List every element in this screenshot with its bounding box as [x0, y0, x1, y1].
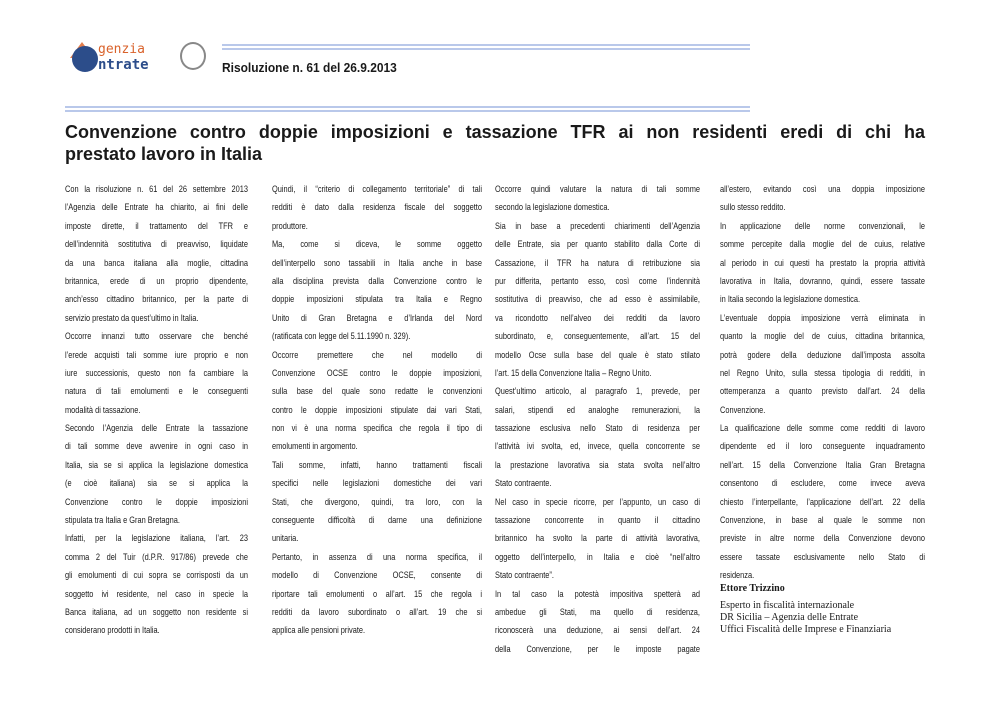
text-line: va ricondotto nell’alveo dei redditi da lavoro [495, 312, 700, 324]
text-line: delle Entrate, sia per quanto stabilito dalla Corte di [495, 239, 700, 251]
text-line: applica alle pensioni private. [272, 625, 366, 637]
text-line: modello di Convenzione OCSE, consente di [272, 570, 482, 582]
text-line: previste in altre norme della Convenzione devono [720, 533, 925, 545]
text-line: in Italia secondo la legislazione domestica. [720, 294, 861, 306]
republic-seal-icon [180, 42, 206, 70]
text-line: Occorre innanzi tutto osservare che benché [65, 331, 248, 343]
text-line: Pertanto, in assenza di una norma specifica, il [272, 551, 482, 563]
text-line: Infatti, per la legislazione italiana, l’art. 23 [65, 533, 248, 545]
text-line: specifici nelle legislazioni domestiche dei vari [272, 478, 482, 490]
text-line: non vi è una norma specifica che regola il tipo di [272, 423, 482, 435]
text-line: Quindi, il “criterio di collegamento territoriale” di tali [272, 184, 482, 195]
text-line: Banca italiana, ad un soggetto non residente si [65, 606, 248, 618]
text-line: emolumenti in argomento. [272, 441, 358, 453]
text-line: l’erede acquisti tali somme iure proprio e non [65, 349, 248, 361]
author-department: Uffici Fiscalità delle Imprese e Finanziaria [720, 624, 892, 635]
text-line: nel Regno Unito, sulla stessa tipologia di redditi, in [720, 367, 925, 379]
agenzia-entrate-logo [68, 40, 208, 78]
text-line: natura di tali emolumenti e le conseguenti [65, 386, 248, 398]
text-line: Ma, come si diceva, le somme oggetto [272, 239, 482, 251]
text-line: riconoscerà una deduzione, ai sensi dell’art. 24 [495, 625, 700, 637]
text-line: al periodo in cui questi ha prestato la propria attività [720, 257, 925, 269]
text-line: potrà godere della deduzione dall’imposta assolta [720, 349, 925, 361]
signature-block [720, 583, 891, 636]
logo-text-top: genzia [98, 42, 145, 57]
text-line: conseguente difficoltà di darne una definizione [272, 515, 482, 527]
text-line: quanto la moglie del de cuius, cittadina britannica, [720, 331, 925, 343]
text-line: redditi è dato dalla residenza fiscale del soggetto [272, 202, 482, 214]
title-line-1: Convenzione contro doppie imposizioni e tassazione TFR ai non residenti eredi di chi ha [65, 122, 925, 142]
text-line: Stati, che divergono, quindi, tra loro, con la [272, 496, 482, 508]
text-line: Convenzione OCSE contro le doppie imposizioni, [272, 367, 482, 379]
text-line: da una banca italiana alla moglie, cittadina [65, 257, 248, 269]
text-line: unitaria. [272, 533, 299, 545]
text-line: Convenzione. [720, 404, 766, 416]
text-line: Cassazione, il TFR ha natura di retribuzione sia [495, 257, 700, 269]
text-line: Stato contraente”. [495, 570, 554, 582]
text-line: la prestazione lavorativa sia stata svolta nell’altro [495, 459, 700, 471]
text-line: chiesto l’interpellante, l’applicazione dell’art. 22 della [720, 496, 925, 508]
text-line: Occorre premettere che nel modello di [272, 349, 482, 361]
text-line: somme percepite dalla moglie del de cuius, relative [720, 239, 925, 251]
text-line: sullo stesso reddito. [720, 202, 786, 214]
text-line: britannico ha svolto la parte di attività lavorativa, [495, 533, 700, 545]
text-line: Nel caso in specie ricorre, per l’appunto, un caso di [495, 496, 700, 508]
text-line: dipendente ed il loro conseguente inquadramento [720, 441, 925, 453]
text-line: Occorre quindi valutare la natura di tali somme [495, 184, 700, 195]
author-office: DR Sicilia – Agenzia delle Entrate [720, 612, 859, 623]
text-line: (ratificata con legge del 5.11.1990 n. 329). [272, 331, 411, 343]
text-column-3 [495, 181, 700, 659]
text-line: contro le doppie imposizioni stipulate dai vari Stati, [272, 404, 482, 416]
text-line: residenza. [720, 570, 755, 582]
text-line: Con la risoluzione n. 61 del 26 settembre 2013 [65, 184, 248, 195]
text-line: (e cioè italiana) sia se si applica la [65, 478, 248, 490]
text-column-2 [272, 181, 482, 641]
title-line-2: prestato lavoro in Italia [65, 144, 263, 164]
text-line: britannica, erede di un proprio dipendente, [65, 275, 248, 287]
text-line: Sia in base a precedenti chiarimenti dell’Agenzia [495, 220, 700, 232]
text-line: riportare tali emolumenti o all’art. 15 che regola i [272, 588, 482, 600]
text-column-4 [720, 181, 925, 586]
text-line: dell’interpello sono tassabili in Italia anche in base [272, 257, 482, 269]
text-line: In applicazione delle norme convenzionali, le [720, 220, 925, 232]
text-line: Convenzione contro le doppie imposizioni [65, 496, 248, 508]
text-line: tassazione esclusiva nello Stato di residenza per [495, 423, 700, 435]
text-line: secondo la legislazione domestica. [495, 202, 610, 214]
text-line: Italia, sia se si applica la legislazione domestica [65, 459, 248, 471]
text-line: L’eventuale doppia imposizione verrà eliminata in [720, 312, 925, 324]
text-line: tassazione concorrente in quanto il cittadino [495, 515, 700, 527]
text-line: subordinato, e, conseguentemente, all’art. 15 del [495, 331, 700, 343]
text-line: In tal caso la potestà impositiva spetterà ad [495, 588, 700, 600]
logo-e-shape [72, 46, 98, 72]
text-line: comma 2 del Tuir (d.P.R. 917/86) prevede che [65, 551, 248, 563]
text-line: di tali somme deve avvenire in ogni caso in [65, 441, 248, 453]
text-line: della Convenzione, per le imposte pagate [495, 643, 700, 655]
header-rule [222, 44, 750, 50]
text-line: modalità di tassazione. [65, 404, 141, 416]
text-line: Tali somme, infatti, hanno trattamenti fiscali [272, 459, 482, 471]
text-line: lavorativa in Italia, dovranno, quindi, essere tassate [720, 275, 925, 287]
text-line: sulla base del quale sono redatte le convenzioni [272, 386, 482, 398]
text-line: alla disciplina prevista dalla Convenzione contro le [272, 275, 482, 287]
text-line: La qualificazione delle somme come redditi di lavoro [720, 423, 925, 435]
text-line: all’estero, evitando così una doppia imposizione [720, 184, 925, 195]
text-line: Stato contraente. [495, 478, 552, 490]
text-line: considerano prodotti in Italia. [65, 625, 160, 637]
text-line: iure successionis, questo non fa cambiare la [65, 367, 248, 379]
text-line: doppie imposizioni stipulata tra Italia e Regno [272, 294, 482, 306]
text-line: modello Ocse sulla base del quale è stato stilato [495, 349, 700, 361]
author-role: Esperto in fiscalità internazionale [720, 600, 855, 611]
text-line: sostitutiva di preavviso, che ad esso è assimilabile, [495, 294, 700, 306]
text-line: anch’esso cittadino britannico, per la parte di [65, 294, 248, 306]
text-line: consentono di escludere, come invece aveva [720, 478, 925, 490]
resolution-label: Risoluzione n. 61 del 26.9.2013 [222, 60, 397, 75]
text-line: servizio prestato da quest’ultimo in Italia. [65, 312, 199, 324]
text-line: essere tassate esclusivamente nello Stato di [720, 551, 925, 563]
text-line: Unito di Gran Bretagna e d’Irlanda del Nord [272, 312, 482, 324]
text-line: oggetto dell’interpello, in Italia e cioè “nell’altro [495, 551, 700, 563]
text-line: l’Agenzia delle Entrate ha chiarito, ai fini delle [65, 202, 248, 214]
text-line: redditi da lavoro subordinato o all’art. 19 che si [272, 606, 482, 618]
title-rule [65, 106, 750, 112]
text-line: Secondo l’Agenzia delle Entrate la tassazione [65, 423, 248, 435]
article-title [65, 121, 925, 165]
text-line: ottemperanza a quanto previsto dall’art. 24 della [720, 386, 925, 398]
text-line: soggetto ivi residente, nel caso in specie la [65, 588, 248, 600]
text-line: l’attività ivi svolta, ed, invece, quella concorrente se [495, 441, 700, 453]
text-line: gli emolumenti di cui sopra se corrisposti da un [65, 570, 248, 582]
text-line: stipulata tra Italia e Gran Bretagna. [65, 515, 180, 527]
text-line: produttore. [272, 220, 308, 232]
text-line: Convenzione, in base al quale le somme non [720, 515, 925, 527]
text-column-1 [65, 181, 248, 641]
text-line: l’art. 15 della Convenzione Italia – Regno Unito. [495, 367, 652, 379]
text-line: Quest’ultimo articolo, al paragrafo 1, prevede, per [495, 386, 700, 398]
text-line: dell’indennità sostitutiva di preavviso, liquidate [65, 239, 248, 251]
author-name: Ettore Trizzino [720, 583, 785, 594]
text-line: nell’art. 15 della Convenzione Italia Gran Bretagna [720, 459, 925, 471]
text-line: imposte dirette, il trattamento del TFR e [65, 220, 248, 232]
text-line: ambedue gli Stati, ma quello di residenza, [495, 606, 700, 618]
text-line: pur differita, pertanto esso, così come l’indennità [495, 275, 700, 287]
text-line: salari, stipendi ed analoghe remunerazioni, la [495, 404, 700, 416]
logo-text-bottom: ntrate [98, 57, 149, 73]
